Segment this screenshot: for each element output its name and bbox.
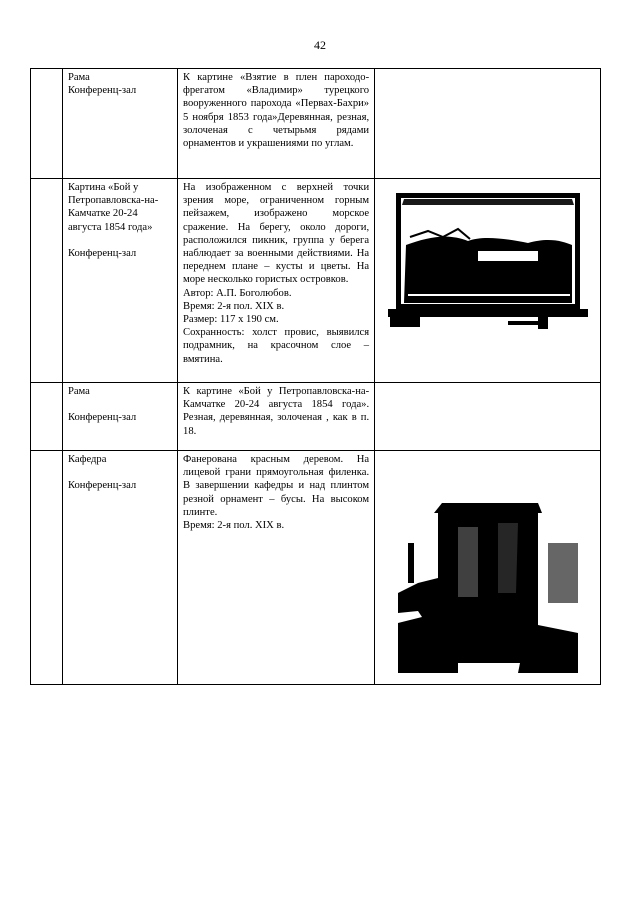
- photo-cell: [375, 451, 601, 685]
- index-cell: [31, 383, 63, 451]
- description-cell: [178, 451, 375, 685]
- photo-cell: [375, 383, 601, 451]
- inventory-table: [30, 68, 601, 685]
- table-row: [31, 451, 601, 685]
- lectern-photo: [398, 483, 578, 673]
- photo-cell: [375, 69, 601, 179]
- description-text: Фанерована красным деревом. На лицевой грани прямоугольная филенка. В завершении кафедры и над плинтом резной орнамент – бусы. На высоком плинте.: [183, 454, 370, 518]
- item-cell: [62, 451, 177, 685]
- time-text: Время: 2-я пол. XIX в.: [183, 300, 285, 312]
- time-text: Время: 2-я пол. XIX в.: [183, 520, 285, 532]
- item-cell: [62, 179, 177, 383]
- table-row: [31, 383, 601, 451]
- page-number: 42: [314, 38, 326, 52]
- author-text: Автор: А.П. Боголюбов.: [183, 287, 292, 299]
- photo-cell: [375, 179, 601, 383]
- index-cell: [31, 451, 63, 685]
- description-cell: [178, 69, 375, 179]
- painting-photo: [388, 185, 588, 335]
- item-location: Конференц-зал: [67, 85, 137, 97]
- item-location: Конференц-зал: [67, 247, 137, 259]
- item-cell: [62, 69, 177, 179]
- description-text: К картине «Бой у Петропавловска-на-Камчатке 20-24 августа 1854 года». Резная, деревянная, золоченая , как в п. 18.: [183, 386, 370, 437]
- item-name: Рама: [67, 72, 90, 83]
- description-cell: [178, 179, 375, 383]
- size-text: Размер: 117 х 190 см.: [183, 314, 279, 326]
- item-name: Картина «Бой у Петропавловска-на-Камчатке 20-24 августа 1854 года»: [67, 182, 159, 233]
- index-cell: [31, 69, 63, 179]
- item-location: Конференц-зал: [67, 412, 137, 424]
- description-text: К картине «Взятие в плен пароходо-фрегатом «Владимир» турецкого вооруженного парохода «Первах-Бахри» 5 ноября 1853 года»Деревянная, резная, золоченая с четырьмя рядами орнаментов и украшениями по углам.: [183, 72, 370, 150]
- index-cell: [31, 179, 63, 383]
- table-row: [31, 179, 601, 383]
- item-location: Конференц-зал: [67, 480, 137, 492]
- item-cell: [62, 383, 177, 451]
- description-cell: [178, 383, 375, 451]
- description-text: На изображенном с верхней точки зрения море, ограниченном горным пейзажем, изображено морское сражение. На берегу, около дороги, расположился пикник, группа у берега наблюдает за военными действиями. На переднем плане – кусты и цветы. На море несколько гористых островков.: [183, 182, 370, 286]
- condition-text: Сохранность: холст провис, выявился подрамник, на красочном слое – вмятина.: [183, 327, 370, 365]
- item-name: Кафедра: [67, 454, 107, 465]
- item-name: Рама: [67, 386, 90, 397]
- table-row: [31, 69, 601, 179]
